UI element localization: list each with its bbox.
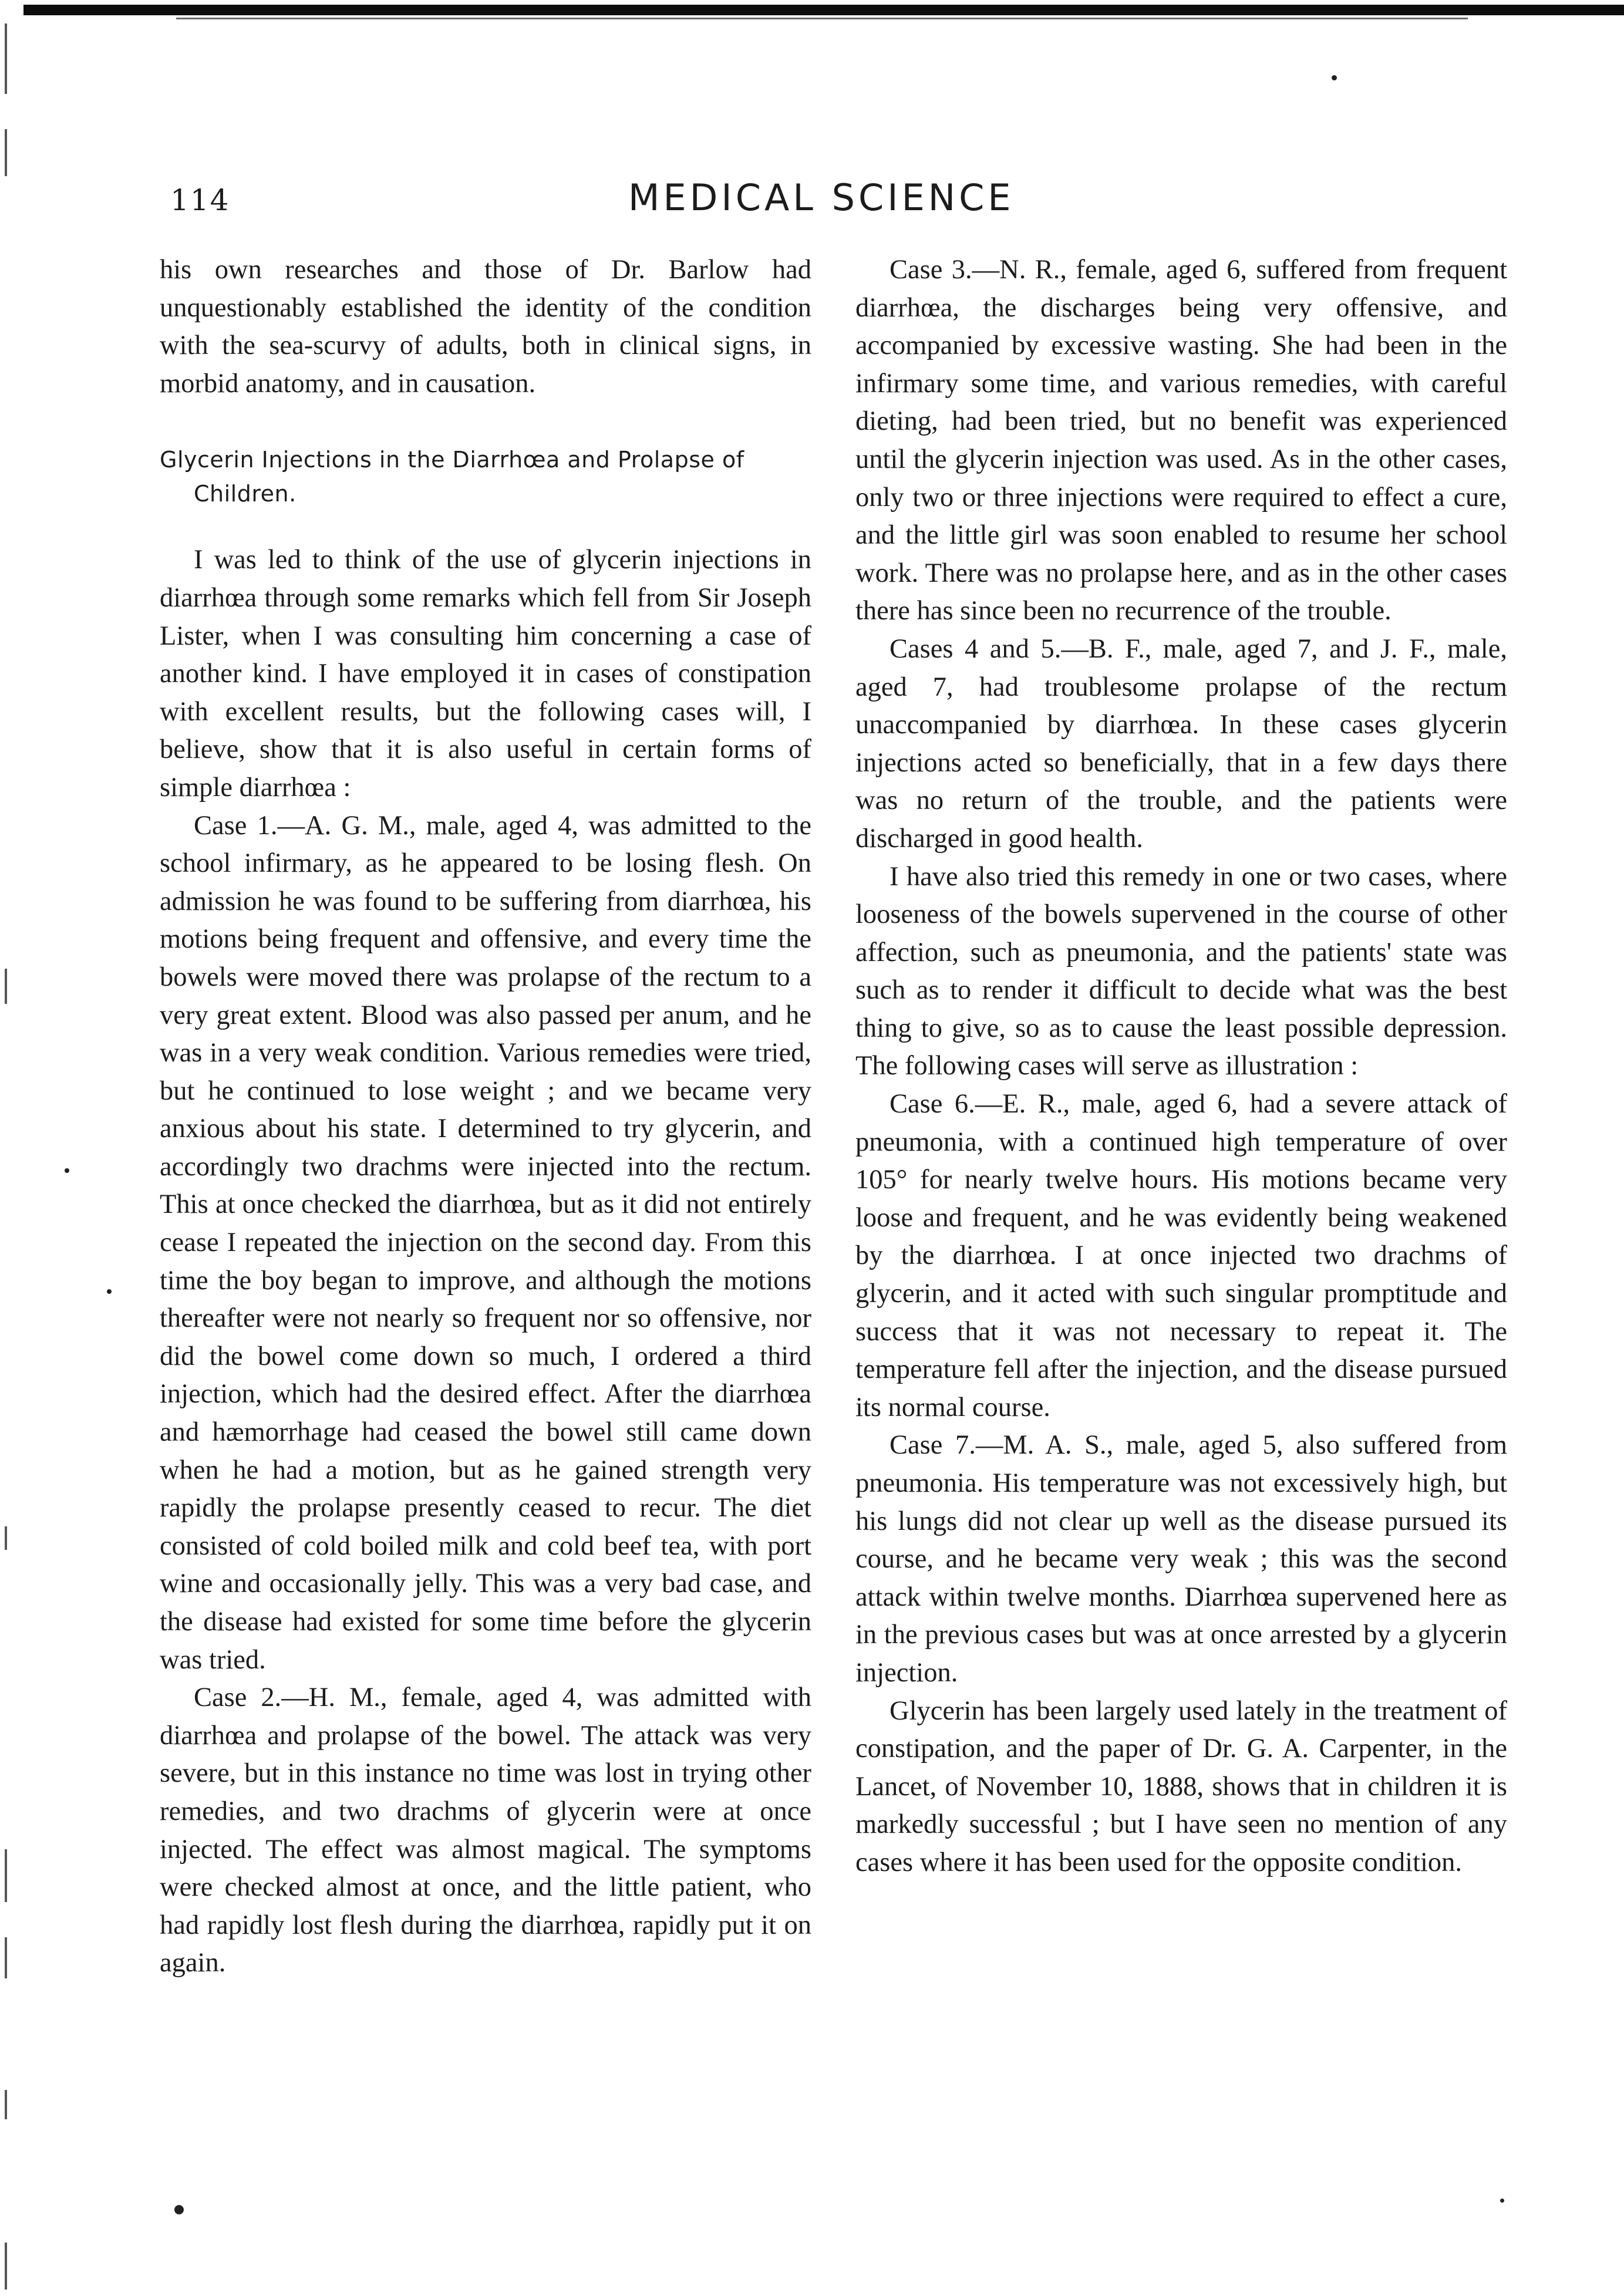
right-column bbox=[855, 251, 1507, 1882]
scan-edge-marks bbox=[0, 0, 18, 2296]
case-7-paragraph: Case 7.—M. A. S., male, aged 5, also suffered from pneumonia. His temperature was not excessively high, but his lungs did not clear up well as the disease pursued its course, and he became very weak ; this was the second attack within twelve months. Diarrhœa supervened here as in the previous cases but was at once arrested by a glycerin injection. bbox=[855, 1430, 1507, 1688]
section-heading: Glycerin Injections in the Diarrhœa and Prolapse of Children. bbox=[160, 447, 744, 507]
top-border-rule-thin bbox=[176, 18, 1468, 19]
top-border-rule bbox=[23, 5, 1624, 15]
running-head bbox=[159, 176, 1527, 229]
cases-4-5-paragraph: Cases 4 and 5.—B. F., male, aged 7, and J. F., male, aged 7, had troublesome prolapse of the rectum unaccompanied by diarrhœa. In these cases glycerin injections acted so beneficially, that in a few days there was no return of the trouble, and the patients were discharged in good health. bbox=[855, 633, 1507, 854]
page-number: 114 bbox=[170, 183, 230, 217]
journal-title: MEDICAL SCIENCE bbox=[628, 176, 1015, 219]
left-column bbox=[160, 251, 811, 1983]
intro-paragraph: I was led to think of the use of glycerin injections in diarrhœa through some remarks which fell from Sir Joseph Lister, when I was consulting him concerning a case of another kind. I have employed it in cases of constipation with excellent results, but the following cases will, I believe, show that it is also useful in certain forms of simple diarrhœa : bbox=[160, 545, 811, 803]
ink-speck bbox=[1500, 2199, 1504, 2203]
case-1-paragraph: Case 1.—A. G. M., male, aged 4, was admitted to the school infirmary, as he appeared to be losing flesh. On admission he was found to be suffering from diarrhœa, his motions being frequent and offensive, and every time the bowels were moved there was prolapse of the rectum to a very great extent. Blood was also passed per anum, and he was in a very weak condition. Various remedies were tried, but he continued to lose weight ; and we became very anxious about his state. I determined to try glycerin, and accordingly two drachms were injected into the rectum. This at once checked the diarrhœa, but as it did not entirely cease I repeated the injection on the second day. From this time the boy began to improve, and although the motions thereafter were not nearly so frequent nor so offensive, nor did the bowel come down so much, I ordered a third injection, which had the desired effect. After the diarrhœa and hæmorrhage had ceased the bowel still came down when he had a motion, but as he gained strength very rapidly the prolapse presently ceased to recur. The diet consisted of cold boiled milk and cold beef tea, with port wine and occasionally jelly. This was a very bad case, and the disease had existed for some time before the glycerin was tried. bbox=[160, 810, 811, 1675]
ink-speck bbox=[65, 1168, 69, 1173]
other-affections-paragraph: I have also tried this remedy in one or two cases, where looseness of the bowels supervened in the course of other affection, such as pneumonia, and the patients' state was such as to render it difficult to decide what was the best thing to give, so as to cause the least possible depression. The following cases will serve as illustration : bbox=[855, 861, 1507, 1081]
ink-speck bbox=[174, 2205, 184, 2214]
ink-speck bbox=[1332, 75, 1337, 80]
ink-speck bbox=[107, 1289, 112, 1294]
case-3-paragraph: Case 3.—N. R., female, aged 6, suffered from frequent diarrhœa, the discharges being very offensive, and accompanied by excessive wasting. She had been in the infirmary some time, and various remedies, with careful dieting, had been tried, but no benefit was experienced until the glycerin injection was used. As in the other cases, only two or three injections were required to effect a cure, and the little girl was soon enabled to resume her school work. There was no prolapse here, and as in the other cases there has since been no recurrence of the trouble. bbox=[855, 255, 1507, 626]
case-2-paragraph: Case 2.—H. M., female, aged 4, was admitted with diarrhœa and prolapse of the bowel. The attack was very severe, but in this instance no time was lost in trying other remedies, and two drachms of glycerin were at once injected. The effect was almost magical. The symptoms were checked almost at once, and the little patient, who had rapidly lost flesh during the diarrhœa, rapidly put it on again. bbox=[160, 1683, 811, 1978]
opening-paragraph: his own researches and those of Dr. Barlow had unquestionably established the identity of the condition with the sea-scurvy of adults, both in clinical signs, in morbid anatomy, and in causation. bbox=[160, 255, 811, 399]
case-6-paragraph: Case 6.—E. R., male, aged 6, had a severe attack of pneumonia, with a continued high temperature of over 105° for nearly twelve hours. His motions became very loose and frequent, and he was evidently being weakened by the diarrhœa. I at once injected two drachms of glycerin, and it acted with such singular promptitude and success that it was not necessary to repeat it. The temperature fell after the injection, and the disease pursued its normal course. bbox=[855, 1089, 1507, 1422]
closing-paragraph: Glycerin has been largely used lately in the treatment of constipation, and the paper of Dr. G. A. Carpenter, in the Lancet, of November 10, 1888, shows that in children it is markedly successful ; but I have seen no mention of any cases where it has been used for the opposite condition. bbox=[855, 1695, 1507, 1877]
